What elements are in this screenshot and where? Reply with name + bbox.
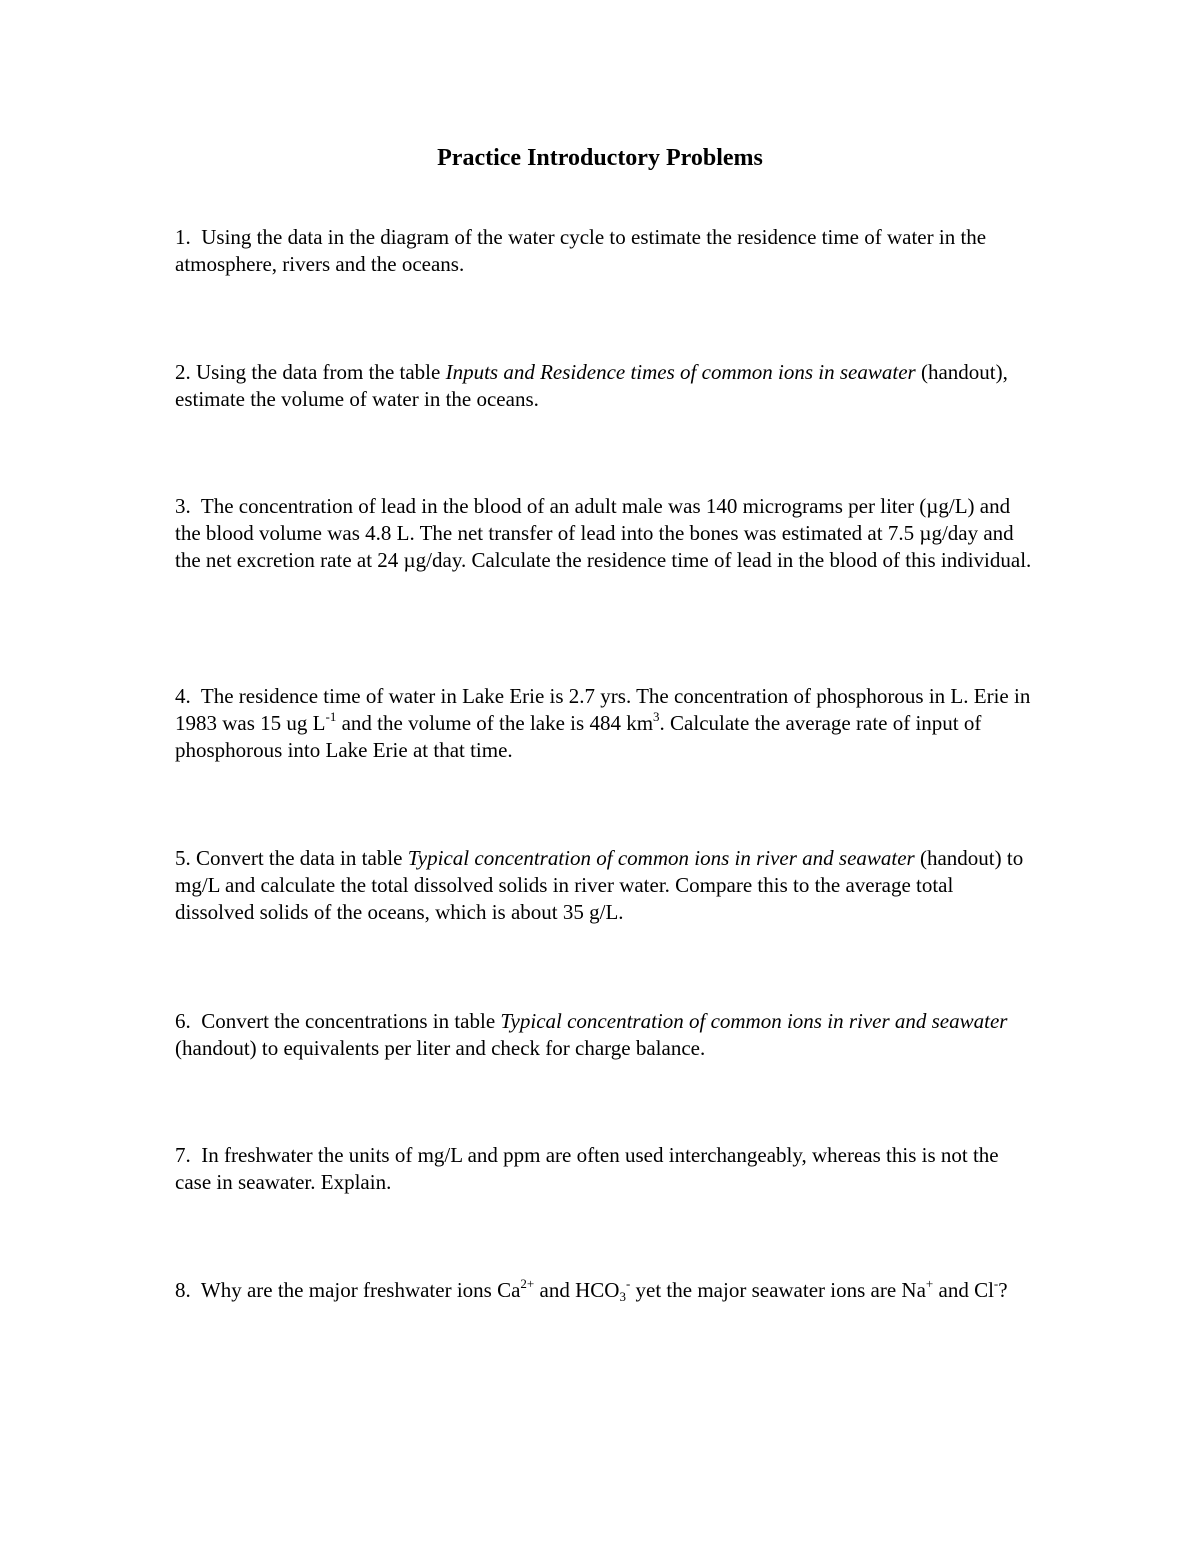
problem-text: Convert the concentrations in table [201,1009,496,1033]
problem-text: and the volume of the lake is 484 km [341,711,654,735]
table-reference: Typical concentration of common ions in river and seawater [407,846,915,870]
superscript: 3 [653,709,660,724]
problem-7 [175,1142,1035,1196]
page-title: Practice Introductory Problems [437,145,763,171]
problem-text: . Calculate the average rate of input of phosphorous into Lake Erie at that time. [175,711,982,762]
problem-number: 3. [175,494,191,518]
problem-2 [175,359,1035,413]
problem-text: Convert the data in table [196,846,403,870]
problem-number: 2. [175,360,191,384]
problem-text: and Cl [938,1278,994,1302]
problem-text: The concentration of lead in the blood of an adult male was 140 micrograms per liter (µg/L) and the blood volume was 4.8 L. The net transfer of lead into the bones was estimated at 7.5 µg/day and the net excretion rate at 24 µg/day. Calculate the residence time of lead in the blood of this individual. [175,494,1032,572]
problem-1 [175,224,1035,278]
problem-text: yet the major seawater ions are Na [635,1278,926,1302]
superscript: -1 [325,709,337,724]
problem-3 [175,493,1035,574]
problem-number: 6. [175,1009,191,1033]
problem-text: Using the data in the diagram of the water cycle to estimate the residence time of water in the atmosphere, rivers and the oceans. [175,225,987,276]
problem-text: (handout), estimate the volume of water in the oceans. [175,360,1008,411]
problem-number: 8. [175,1278,191,1302]
problem-text: Using the data from the table [196,360,441,384]
problem-text: The residence time of water in Lake Erie is 2.7 yrs. The concentration of phosphorous in L. Erie in 1983 was 15 ug L [175,684,1031,735]
problem-text: and HCO [539,1278,620,1302]
problem-text: In freshwater the units of mg/L and ppm are often used interchangeably, whereas this is not the case in seawater. Explain. [175,1143,999,1194]
problem-text: ? [998,1278,1008,1302]
problem-number: 7. [175,1143,191,1167]
problem-number: 5. [175,846,191,870]
problem-6 [175,1008,1035,1062]
problem-number: 4. [175,684,191,708]
problem-number: 1. [175,225,191,249]
problem-8 [175,1277,1035,1304]
problem-5 [175,845,1035,926]
table-reference: Inputs and Residence times of common ions in seawater [445,360,916,384]
superscript: + [925,1276,934,1291]
superscript: - [625,1276,631,1291]
superscript: - [993,1276,999,1291]
table-reference: Typical concentration of common ions in river and seawater [500,1009,1008,1033]
problem-4 [175,683,1035,764]
superscript: 2+ [520,1276,535,1291]
problem-text: (handout) to mg/L and calculate the total dissolved solids in river water. Compare this to the average total dissolved solids of the oceans, which is about 35 g/L. [175,846,1024,924]
subscript: 3 [619,1289,626,1304]
problem-text: Why are the major freshwater ions Ca [200,1278,521,1302]
problem-text: (handout) to equivalents per liter and check for charge balance. [175,1036,706,1060]
